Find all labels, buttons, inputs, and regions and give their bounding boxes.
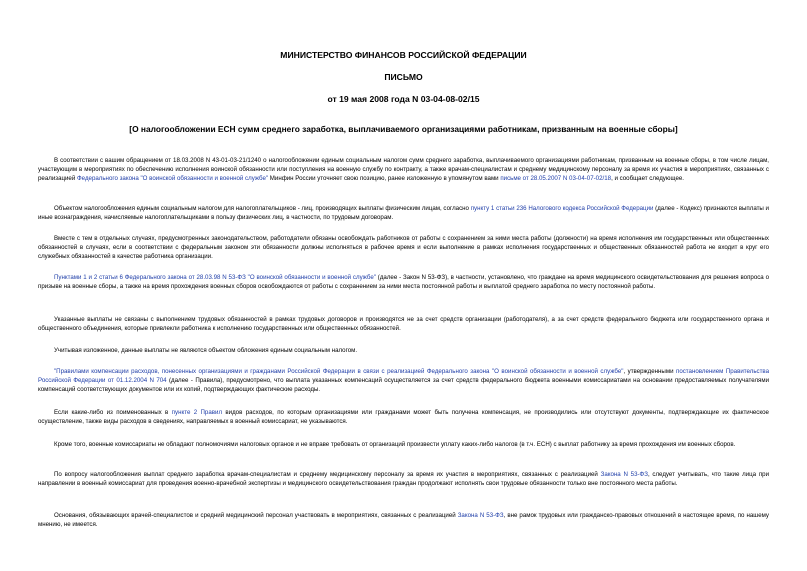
ministry-heading: МИНИСТЕРСТВО ФИНАНСОВ РОССИЙСКОЙ ФЕДЕРАЦИИ [280,50,527,60]
paragraph-5 [38,315,769,333]
paragraph-text: Учитывая изложенное, данные выплаты не являются объектом обложения единым социальным налогом. [54,347,358,354]
paragraph-7 [38,367,769,394]
law-articles-link[interactable]: Пунктами 1 и 2 статьи 6 Федерального закона от 28.03.98 N 53-ФЗ "О воинской обязанности и военной службе" [54,274,376,281]
paragraph-2 [38,204,769,222]
paragraph-text: (далее - Закон N 53-ФЗ), в частности, установлено, что граждане на время медицинского освидетельствования для решения вопроса о призыве на военные сборы, а также на время прохождения военных сборов освобождаются от работы с сохранением за ними места постоянной работы и выплатой среднего заработка по месту постоянной работы. [38,274,769,291]
paragraph-text: , и сообщает следующее. [611,175,685,183]
paragraph-text: Вместе с тем в отдельных случаях, предусмотренных законодательством, работодатели обязаны освобождать работников от работы с сохранением за ними места работы (должности) на время исполнения им государственных или общественных обязанностей в случаях, если в соответствии с федеральным законом эти обязанности должны исполняться в рабочее время и если выполнение в рамках исполнения государственных и общественных обязанностей работа не входит в круг его служебных обязанностей в качестве работника организации. [38,235,769,261]
paragraph-6 [38,346,769,355]
paragraph-text: (далее - Кодекс) признаются выплаты и иные вознаграждения, начисляемые налогоплательщиками в пользу физических лиц, в частности, по трудовым договорам. [38,205,769,222]
paragraph-8 [38,408,769,426]
paragraph-text: Минфин России уточняет свою позицию, ранее изложенную в упомянутом вами [268,175,501,183]
paragraph-3 [38,234,769,261]
paragraph-text: Указанные выплаты не связаны с выполнением трудовых обязанностей в рамках трудовых договоров и производятся не за счет средств организации (работодателя), а за счет средств федерального бюджета или государственного органа и общественного объединения, которые привлекли работника к исполнению государственных или общественных обязанностей. [38,316,769,333]
subject-heading: [О налогообложении ЕСН сумм среднего заработка, выплачиваемого организациями работникам, призванным на военные сборы] [129,124,678,134]
paragraph-text: Кроме того, военные комиссариаты не обладают полномочиями налоговых органов и не вправе требовать от организаций произвести уплату каких-либо налогов (в т.ч. ЕСН) с выплат работнику за время прохождения им военных сборов. [54,441,736,448]
document-type-heading: ПИСЬМО [384,72,423,82]
paragraph-text: , вне рамок трудовых или гражданско-правовых отношений в настоящее время, по нашему мнению, не имеется. [38,512,770,529]
law-53fz-link[interactable]: Закона N 53-ФЗ [457,512,504,519]
law-link[interactable]: Федерального закона "О воинской обязанности и военной службе" [77,175,269,183]
paragraph-text: Если какие-либо из поименованных в [54,409,172,416]
rules-point-link[interactable]: пункте 2 Правил [171,409,223,416]
paragraph-9 [38,440,769,449]
paragraph-10 [38,470,769,488]
paragraph-text: , утвержденными [623,368,676,375]
date-number-heading: от 19 мая 2008 года N 03-04-08-02/15 [327,94,480,104]
tax-code-link[interactable]: пункту 1 статьи 236 Налогового кодекса Российской Федерации [470,205,654,212]
paragraph-text: В соответствии с вашим обращением от 18.03.2008 N 43-01-03-21/1240 о налогообложении единым социальным налогом сумм среднего заработка, выплачиваемого организациями работникам, призванным на военные сборы, в том числе лицам, участвующим в мероприятиях по обеспечению исполнения воинской обязанности или поступления на военную службу по контракту, а также врачам-специалистам и среднему медицинскому персоналу за время их участия в мероприятиях, связанных с реализацией [38,157,769,183]
paragraph-text: (далее - Правила), предусмотрено, что выплата указанных компенсаций осуществляется за счет средств федерального бюджета военными комиссариатами на основании предоставляемых получателями компенсаций соответствующих документов или их копий, подтверждающих фактические расходы. [38,377,769,394]
letter-link[interactable]: письме от 28.05.2007 N 03-04-07-02/18 [500,175,612,183]
paragraph-text: По вопросу налогообложения выплат среднего заработка врачам-специалистам и среднему медицинскому персоналу за время их участия в мероприятиях, связанных с реализацией [54,471,601,478]
government-resolution-link[interactable]: постановлением Правительства Российской Федерации от 01.12.2004 N 704 [38,368,770,385]
law-53fz-link[interactable]: Закона N 53-ФЗ [600,471,648,478]
paragraph-text: видов расходов, по которым организациями или гражданами может быть получена компенсация, не производились или отсутствуют документы, подтверждающие их фактическое осуществление, также виды расходов в сведениях, направляемых в военный комиссариат, не указываются. [38,409,769,426]
paragraph-1 [38,156,769,183]
paragraph-text: , следует учитывать, что такие лица при направлении в военный комиссариат для проведения военно-врачебной экспертизы и медицинского освидетельствования граждан продолжают исполнять свои трудовые обязанности только вне постоянного места работы. [38,471,770,488]
paragraph-text: Основания, обязывающих врачей-специалистов и средний медицинский персонал участвовать в мероприятиях, связанных с реализацией [54,512,458,519]
paragraph-text: Объектом налогообложения единым социальным налогом для налогоплательщиков - лиц, производящих выплаты физическим лицам, согласно [54,205,471,212]
paragraph-4 [38,273,769,291]
rules-link[interactable]: "Правилами компенсации расходов, понесенных организациями и гражданами Российской Федерации в связи с реализацией Федерального закона "О воинской обязанности и военной службе" [54,368,624,375]
paragraph-11 [38,511,769,529]
